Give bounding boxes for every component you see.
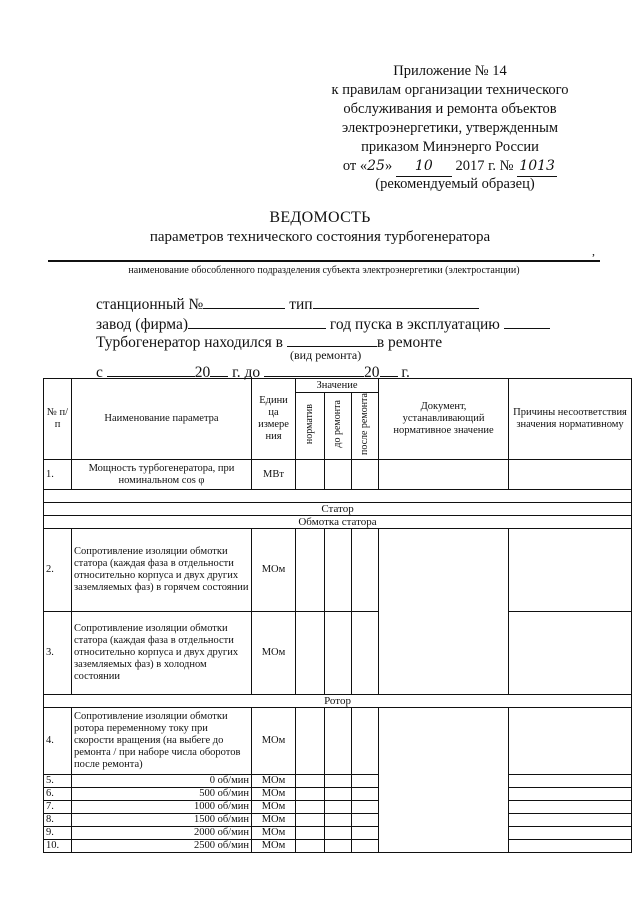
reason-cell[interactable] (509, 612, 632, 695)
order-year-text: 2017 г. № (455, 158, 514, 174)
after-cell[interactable] (352, 529, 379, 612)
document-title: ВЕДОМОСТЬ (269, 209, 371, 226)
header-num: № п/п (44, 379, 72, 460)
year-prefix-to: 20 (364, 364, 380, 381)
year-suffix-to: г. (401, 364, 410, 381)
row-unit: МОм (252, 788, 296, 801)
row-name: Сопротивление изоляции обмотки статора (каждая фаза в отдельности относительно корпуса и двух других заземляемых фаз) в холодном состоянии (72, 612, 252, 695)
after-cell[interactable] (352, 788, 379, 801)
normative-cell[interactable] (296, 814, 325, 827)
row-unit: МВт (252, 460, 296, 490)
parameters-table (43, 378, 632, 853)
normative-cell[interactable] (296, 529, 325, 612)
normative-cell[interactable] (296, 801, 325, 814)
table-row (44, 775, 632, 788)
from-year-field[interactable] (210, 362, 228, 377)
appendix-line: приказом Минэнерго России (361, 139, 539, 155)
field-row-station (96, 294, 479, 314)
organization-field[interactable] (48, 260, 600, 262)
order-date-line (290, 157, 610, 177)
table-row (44, 708, 632, 775)
before-cell[interactable] (325, 814, 352, 827)
before-cell[interactable] (325, 840, 352, 853)
date-mid: » (384, 158, 393, 174)
document-cell[interactable] (379, 460, 509, 490)
table-row (44, 840, 632, 853)
row-num: 6. (44, 788, 72, 801)
before-cell[interactable] (325, 827, 352, 840)
start-year-field[interactable] (504, 314, 550, 329)
row-num: 2. (44, 529, 72, 612)
before-cell[interactable] (325, 708, 352, 775)
header-before-label: до ремонта (332, 400, 343, 448)
from-label: с (96, 364, 103, 381)
header-document: Документ, устанавливающий нормативное значение (379, 379, 509, 460)
row-name: Сопротивление изоляции обмотки ротора переменному току при скорости вращения (на выбеге до ремонта / при наборе числа оборотов после ремонта) (72, 708, 252, 775)
row-unit: МОм (252, 801, 296, 814)
row-name: Мощность турбогенератора, при номинальном cos φ (72, 460, 252, 490)
section-stator: Статор (44, 503, 632, 516)
after-cell[interactable] (352, 814, 379, 827)
reason-cell[interactable] (509, 529, 632, 612)
repair-suffix: в ремонте (376, 334, 443, 351)
row-name: Сопротивление изоляции обмотки статора (каждая фаза в отдельности относительно корпуса и двух других заземляемых фаз) в горячем состоянии (72, 529, 252, 612)
row-unit: МОм (252, 708, 296, 775)
field-row-plant (96, 314, 550, 334)
row-name: 2500 об/мин (72, 840, 252, 853)
field-row-repair (96, 332, 442, 352)
row-unit: МОм (252, 840, 296, 853)
table-row (44, 814, 632, 827)
order-month: 10 (396, 157, 452, 177)
row-unit: МОм (252, 814, 296, 827)
row-unit: МОм (252, 775, 296, 788)
normative-cell[interactable] (296, 612, 325, 695)
table-row (44, 801, 632, 814)
reason-cell[interactable] (509, 775, 632, 788)
row-name: 1000 об/мин (72, 801, 252, 814)
header-normative (296, 393, 325, 460)
appendix-number: Приложение № 14 (393, 63, 507, 79)
repair-type-field[interactable] (287, 332, 377, 347)
row-num: 4. (44, 708, 72, 775)
organization-comma: , (592, 244, 595, 258)
header-before-repair (325, 393, 352, 460)
document-cell[interactable] (379, 529, 509, 695)
normative-cell[interactable] (296, 460, 325, 490)
after-cell[interactable] (352, 612, 379, 695)
reason-cell[interactable] (509, 801, 632, 814)
header-after-repair (352, 393, 379, 460)
row-num: 9. (44, 827, 72, 840)
section-stator-winding: Обмотка статора (44, 516, 632, 529)
table-row (44, 529, 632, 612)
plant-label: завод (фирма) (96, 316, 189, 333)
header-name: Наименование параметра (72, 379, 252, 460)
row-num: 7. (44, 801, 72, 814)
row-num: 8. (44, 814, 72, 827)
start-year-label: год пуска в эксплуатацию (329, 316, 500, 333)
reason-cell[interactable] (509, 827, 632, 840)
normative-cell[interactable] (296, 827, 325, 840)
from-date-field[interactable] (107, 362, 195, 377)
plant-field[interactable] (188, 314, 326, 329)
reason-cell[interactable] (509, 460, 632, 490)
header-reasons: Причины несоответствия значения нормативному (509, 379, 632, 460)
normative-cell[interactable] (296, 775, 325, 788)
before-cell[interactable] (325, 612, 352, 695)
document-subtitle: параметров технического состояния турбогенератора (149, 229, 491, 245)
year-prefix-from: 20 (194, 364, 211, 381)
appendix-line: обслуживания и ремонта объектов (343, 101, 557, 117)
row-unit: МОм (252, 612, 296, 695)
organization-caption: наименование обособленного подразделения субъекта электроэнергетики (электростанции) (128, 265, 520, 276)
normative-cell[interactable] (296, 840, 325, 853)
sample-note: (рекомендуемый образец) (375, 176, 535, 192)
header-after-label: после ремонта (359, 393, 371, 456)
appendix-line: электроэнергетики, утвержденным (342, 120, 558, 136)
before-cell[interactable] (325, 529, 352, 612)
row-name: 500 об/мин (72, 788, 252, 801)
before-cell[interactable] (325, 788, 352, 801)
after-cell[interactable] (352, 775, 379, 788)
before-cell[interactable] (325, 801, 352, 814)
year-suffix-from: г. до (232, 364, 261, 381)
appendix-block (290, 62, 610, 177)
after-cell[interactable] (352, 827, 379, 840)
table-row (44, 788, 632, 801)
date-prefix: от « (342, 158, 368, 174)
type-field[interactable] (313, 294, 479, 309)
after-cell[interactable] (352, 708, 379, 775)
to-year-field[interactable] (380, 362, 398, 377)
header-value: Значение (296, 379, 379, 393)
type-label: тип (289, 296, 313, 313)
reason-cell[interactable] (509, 814, 632, 827)
separator-row (44, 490, 632, 503)
repair-label: Турбогенератор находился в (96, 334, 283, 351)
reason-cell[interactable] (509, 788, 632, 801)
document-cell[interactable] (379, 708, 509, 853)
header-unit: Едини ца измере ния (252, 379, 296, 460)
table-row (44, 827, 632, 840)
before-cell[interactable] (325, 775, 352, 788)
row-name: 1500 об/мин (72, 814, 252, 827)
row-unit: МОм (252, 827, 296, 840)
row-name: 0 об/мин (72, 775, 252, 788)
order-day: 25 (367, 158, 385, 174)
table-row (44, 612, 632, 695)
table-row (44, 460, 632, 490)
row-num: 10. (44, 840, 72, 853)
reason-cell[interactable] (509, 708, 632, 775)
appendix-line: к правилам организации технического (331, 82, 569, 98)
row-num: 5. (44, 775, 72, 788)
normative-cell[interactable] (296, 788, 325, 801)
row-num: 3. (44, 612, 72, 695)
section-rotor: Ротор (44, 695, 632, 708)
order-number: 1013 (517, 157, 557, 177)
row-name: 2000 об/мин (72, 827, 252, 840)
station-number-field[interactable] (203, 294, 285, 309)
repair-type-caption: (вид ремонта) (290, 348, 362, 362)
header-normative-label: норматив (304, 403, 315, 445)
row-unit: МОм (252, 529, 296, 612)
reason-cell[interactable] (509, 840, 632, 853)
after-cell[interactable] (352, 460, 379, 490)
row-num: 1. (44, 460, 72, 490)
to-date-field[interactable] (264, 362, 364, 377)
before-cell[interactable] (325, 460, 352, 490)
after-cell[interactable] (352, 840, 379, 853)
after-cell[interactable] (352, 801, 379, 814)
normative-cell[interactable] (296, 708, 325, 775)
station-number-label: станционный № (96, 296, 204, 313)
